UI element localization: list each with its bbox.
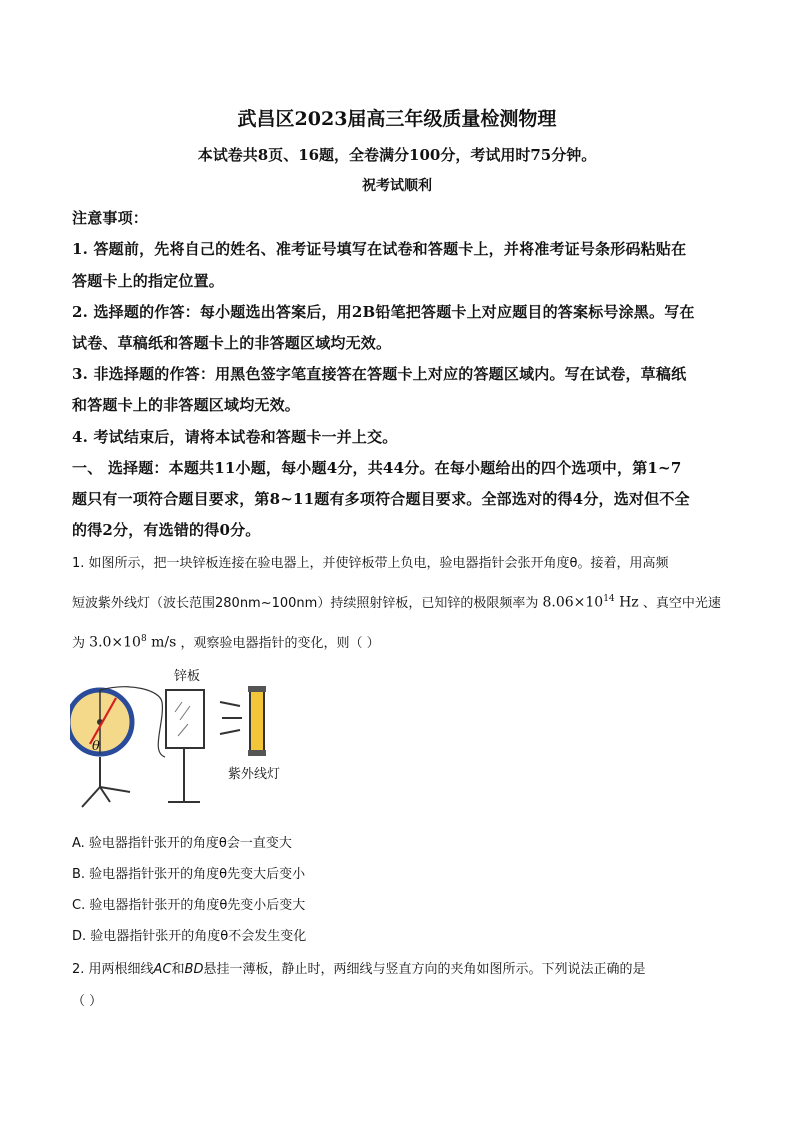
- section-1-line-1: 一、 选择题：本题共11小题，每小题4分，共44分。在每小题给出的四个选项中，第1~7: [72, 459, 682, 477]
- line-bd: BD: [184, 962, 204, 977]
- uv-lamp-label: 紫外线灯: [228, 767, 281, 782]
- q1-line-3: 为 $3.0\times 10^8$ m/s ，观察验电器指针的变化，则（ ）: [72, 634, 380, 651]
- option-a: A. 验电器指针张开的角度θ会一直变大: [72, 836, 292, 851]
- note-4: 4. 考试结束后，请将本试卷和答题卡一并上交。: [72, 428, 398, 446]
- electroscope-figure: [70, 662, 300, 812]
- uv-rays: [220, 702, 242, 734]
- exam-info: 本试卷共8页、16题，全卷满分100分，考试用时75分钟。: [197, 146, 597, 164]
- note-1-line-1: 1. 答题前，先将自己的姓名、准考证号填写在试卷和答题卡上，并将准考证号条形码粘贴在: [72, 240, 687, 258]
- note-3-line-1: 3. 非选择题的作答：用黑色签字笔直接答在答题卡上对应的答题区域内。写在试卷，草稿纸: [72, 365, 687, 383]
- speed-of-light: $3.0\times 10^8$ m/s: [89, 634, 177, 651]
- option-c: C. 验电器指针张开的角度θ先变小后变大: [72, 898, 306, 913]
- zinc-plate-label: 锌板: [174, 669, 201, 684]
- zinc-plate: [166, 690, 204, 748]
- q1-line-2: [72, 592, 721, 611]
- good-luck-text: 祝考试顺利: [362, 178, 432, 194]
- electroscope-stand: [82, 757, 130, 807]
- zinc-threshold-frequency: $8.06\times 10^{14}$ Hz: [542, 594, 639, 611]
- section-1-line-3: 的得2分，有选错的得0分。: [72, 521, 261, 539]
- note-2-line-2: 试卷、草稿纸和答题卡上的非答题区域均无效。: [72, 334, 392, 352]
- q1-line-2-text: 短波紫外线灯（波长范围280nm~100nm）持续照射锌板，已知锌的极限频率为: [72, 596, 539, 611]
- q2-line-2: （ ）: [72, 994, 103, 1009]
- q1-line-1: 1. 如图所示，把一块锌板连接在验电器上，并使锌板带上负电，验电器指针会张开角度θ。接着，用高频: [72, 556, 669, 571]
- option-b: B. 验电器指针张开的角度θ先变大后变小: [72, 867, 306, 882]
- q2-line-1: 2. 用两根细线AC和BD悬挂一薄板，静止时，两细线与竖直方向的夹角如图所示。下列说法正确的是: [72, 962, 646, 977]
- theta-label: θ: [92, 739, 100, 754]
- line-ac: AC: [153, 962, 172, 977]
- q1-line-2-tail: 、真空中光速: [642, 596, 721, 611]
- note-2-line-1: 2. 选择题的作答：每小题选出答案后，用2B铅笔把答题卡上对应题目的答案标号涂黑。写在: [72, 303, 695, 321]
- note-3-line-2: 和答题卡上的非答题区域均无效。: [72, 396, 301, 414]
- section-1-line-2: 题只有一项符合题目要求，第8~11题有多项符合题目要求。全部选对的得4分，选对但不全: [72, 490, 690, 508]
- uv-lamp: [250, 688, 264, 754]
- option-d: D. 验电器指针张开的角度θ不会发生变化: [72, 929, 307, 944]
- notes-heading: 注意事项：: [72, 209, 149, 227]
- note-1-line-2: 答题卡上的指定位置。: [72, 272, 225, 290]
- page-title: 武昌区2023届高三年级质量检测物理: [237, 108, 557, 130]
